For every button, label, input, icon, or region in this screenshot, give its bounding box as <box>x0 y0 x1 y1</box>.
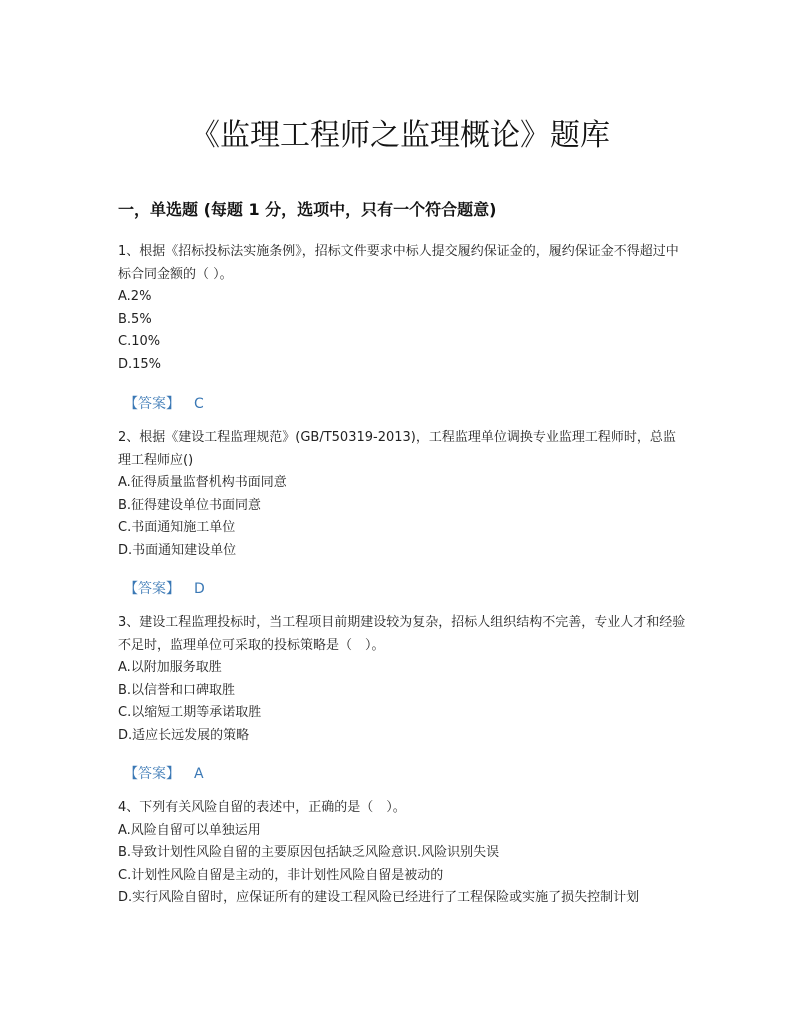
option-d: D.15% <box>118 356 162 372</box>
option-c: C.书面通知施工单位 <box>118 520 236 535</box>
question-3 <box>118 612 688 747</box>
section-heading: 一，单选题 (每题 1 分，选项中，只有一个符合题意) <box>118 200 497 219</box>
option-d: D.实行风险自留时，应保证所有的建设工程风险已经进行了工程保险或实施了损失控制计划 <box>118 890 640 905</box>
question-stem: 2、根据《建设工程监理规范》(GB/T50319-2013)，工程监理单位调换专业监理工程师时，总监理工程师应() <box>118 430 676 468</box>
question-2 <box>118 427 688 562</box>
option-a: A.2% <box>118 289 152 304</box>
answer-2 <box>124 578 205 598</box>
option-a: A.风险自留可以单独运用 <box>118 822 261 838</box>
answer-3 <box>124 763 204 783</box>
option-a: A.征得质量监督机构书面同意 <box>118 475 287 490</box>
question-stem: 1、根据《招标投标法实施条例》，招标文件要求中标人提交履约保证金的，履约保证金不得超过中标合同金额的（ ）。 <box>118 244 679 282</box>
question-1 <box>118 241 688 376</box>
option-d: D.书面通知建设单位 <box>118 542 237 558</box>
answer-value: C <box>194 396 204 412</box>
option-b: B.导致计划性风险自留的主要原因包括缺乏风险意识.风险识别失误 <box>118 845 500 860</box>
option-d: D.适应长远发展的策略 <box>118 727 250 743</box>
answer-value: D <box>194 581 205 597</box>
option-c: C.以缩短工期等承诺取胜 <box>118 705 262 720</box>
page-title: 《监理工程师之监理概论》题库 <box>190 118 610 153</box>
answer-value: A <box>194 766 204 782</box>
answer-label: 【答案】 <box>124 766 180 782</box>
option-a: A.以附加服务取胜 <box>118 660 222 675</box>
question-stem: 3、建设工程监理投标时，当工程项目前期建设较为复杂，招标人组织结构不完善，专业人才和经验不足时，监理单位可采取的投标策略是（ ）。 <box>118 615 686 653</box>
option-c: C.计划性风险自留是主动的，非计划性风险自留是被动的 <box>118 867 444 883</box>
answer-label: 【答案】 <box>124 581 180 597</box>
option-b: B.以信誉和口碑取胜 <box>118 682 236 698</box>
question-stem: 4、下列有关风险自留的表述中，正确的是（ ）。 <box>118 800 406 815</box>
option-b: B.5% <box>118 311 152 327</box>
answer-label: 【答案】 <box>124 396 180 412</box>
question-4 <box>118 797 688 910</box>
option-b: B.征得建设单位书面同意 <box>118 497 262 513</box>
option-c: C.10% <box>118 334 161 349</box>
answer-1 <box>124 393 204 413</box>
